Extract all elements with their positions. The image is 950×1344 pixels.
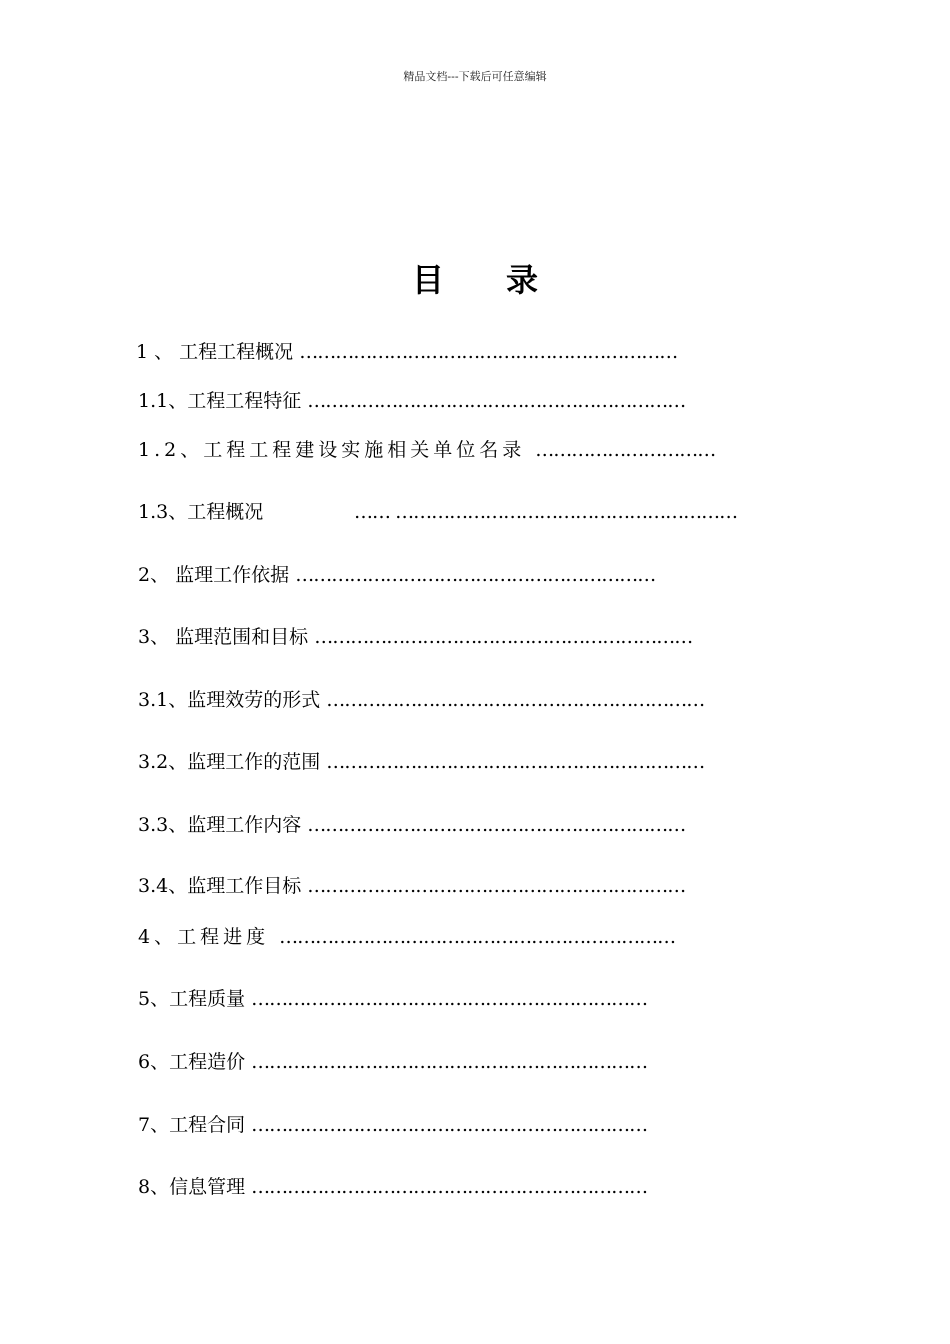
toc-entry-3-2[interactable] (138, 750, 798, 774)
toc-entry-8[interactable] (138, 1175, 798, 1199)
toc-entry-label: 1 、 工程工程概况 (136, 341, 294, 363)
toc-leader-dots: ……………………………………………………… (326, 689, 705, 711)
toc-entry-label: 3.2、监理工作的范围 (138, 751, 321, 773)
toc-leader-dots: ………………………………………………………… (279, 926, 676, 948)
toc-leader-dots: …… ………………………………………………… (354, 501, 738, 523)
toc-entry-7[interactable] (138, 1113, 798, 1137)
toc-entry-6[interactable] (138, 1050, 798, 1074)
toc-entry-3-3[interactable] (138, 813, 788, 837)
toc-entry-label: 7、工程合同 (138, 1114, 246, 1136)
toc-leader-dots: ……………………………………………………… (299, 341, 678, 363)
toc-leader-dots: ………………………………………………………… (251, 1176, 648, 1198)
toc-title: 目录 (411, 261, 600, 299)
toc-entry-label: 3.4、监理工作目标 (138, 875, 302, 897)
toc-entry-label: 1.3、工程概况 (138, 501, 264, 523)
toc-leader-dots: ……………………………………………………… (326, 751, 705, 773)
toc-leader-dots: ……………………………………………………… (307, 814, 686, 836)
toc-entry-2[interactable] (138, 563, 798, 587)
toc-entry-3-4[interactable] (138, 874, 788, 898)
toc-entry-label: 3.3、监理工作内容 (138, 814, 302, 836)
toc-entry-3-1[interactable] (138, 688, 798, 712)
toc-leader-dots: ………………………………………………………… (251, 988, 648, 1010)
toc-entry-4[interactable] (138, 925, 808, 949)
toc-leader-dots: ………………………… (535, 439, 716, 461)
toc-entry-label: 6、工程造价 (138, 1051, 246, 1073)
toc-entry-label: 4、工程进度 (138, 926, 270, 948)
toc-entry-3[interactable] (138, 625, 798, 649)
toc-leader-dots: ……………………………………………………… (314, 626, 693, 648)
toc-leader-dots: ……………………………………………………… (307, 390, 686, 412)
toc-entry-label: 3.1、监理效劳的形式 (138, 689, 321, 711)
toc-entry-1-2[interactable] (138, 438, 793, 462)
toc-leader-dots: …………………………………………………… (295, 564, 656, 586)
toc-entry-label: 8、信息管理 (138, 1176, 246, 1198)
toc-entry-label: 1.2、工程工程建设实施相关单位名录 (138, 439, 526, 461)
header-note: 精品文档---下载后可任意编辑 (403, 70, 547, 83)
toc-entry-label: 5、工程质量 (138, 988, 246, 1010)
toc-leader-dots: ………………………………………………………… (251, 1114, 648, 1136)
toc-entry-1-1[interactable] (138, 389, 788, 413)
toc-entry-5[interactable] (138, 987, 798, 1011)
toc-entry-label: 3、 监理范围和目标 (138, 626, 309, 648)
toc-entry-label: 1.1、工程工程特征 (138, 390, 302, 412)
toc-entry-1[interactable] (136, 340, 786, 364)
toc-entry-label: 2、 监理工作依据 (138, 564, 290, 586)
toc-leader-dots: ……………………………………………………… (307, 875, 686, 897)
toc-leader-dots: ………………………………………………………… (251, 1051, 648, 1073)
toc-entry-1-3[interactable] (138, 500, 788, 524)
